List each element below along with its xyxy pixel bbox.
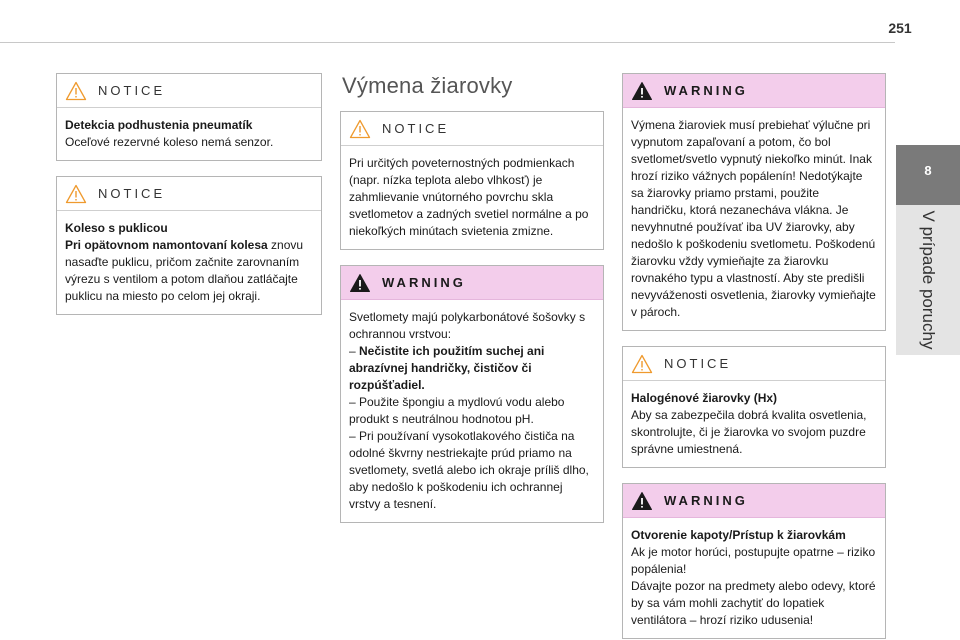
- warning-label: WARNING: [664, 83, 748, 98]
- warning-item: – Pri používaní vysokotlakového čističa na odolné škvrny nestriekajte prúd priamo na svetlomety, svetlá alebo ich okraje príliš dlho, aby nedošlo k poškodeniu ich ochrannej vrstvy a tesnení.: [349, 429, 589, 511]
- notice-header: [57, 177, 321, 211]
- column-left: [56, 73, 322, 330]
- notice-text: Oceľové rezervné koleso nemá senzor.: [65, 135, 274, 149]
- warning-box-polycarbonate: [340, 265, 604, 523]
- notice-label: NOTICE: [664, 356, 732, 371]
- notice-text: Aby sa zabezpečila dobrá kvalita osvetlenia, skontrolujte, či je žiarovka vo svojom puzdre správne umiestnená.: [631, 408, 867, 456]
- notice-body: [57, 108, 321, 160]
- warning-header: [623, 74, 885, 108]
- notice-text: znovu nasaďte puklicu, pričom začnite zarovnaním výrezu s ventilom a potom dlaňou zatláčajte puklicu na miesto po celom jej okraji.: [65, 238, 304, 303]
- notice-text: Pri určitých poveternostných podmienkach (napr. nízka teplota alebo vlhkosť) je zahmlievanie vnútorného povrchu skla svetlometov a zadných svetiel normálne a po niekoľkých minútach svietenia zmizne.: [349, 156, 589, 238]
- notice-box-weather: [340, 111, 604, 250]
- warning-label: WARNING: [382, 275, 466, 290]
- notice-warning-icon: [349, 119, 371, 139]
- notice-lead: Pri opätovnom namontovaní kolesa: [65, 238, 268, 252]
- warning-text: Dávajte pozor na predmety alebo odevy, ktoré by sa vám mohli zachytiť do lopatiek ventilátora – hrozí riziko udusenia!: [631, 579, 876, 627]
- list-dash: –: [349, 344, 360, 358]
- warning-box-bonnet: [622, 483, 886, 639]
- warning-body: [623, 518, 885, 638]
- notice-box-halogen: [622, 346, 886, 468]
- warning-icon: [631, 81, 653, 101]
- page-number: 251: [888, 20, 912, 36]
- notice-label: NOTICE: [98, 186, 166, 201]
- notice-header: [57, 74, 321, 108]
- warning-body: [341, 300, 603, 522]
- notice-body: [623, 381, 885, 467]
- section-title: Výmena žiarovky: [342, 73, 513, 98]
- notice-label: NOTICE: [382, 121, 450, 136]
- notice-box-hubcap: [56, 176, 322, 315]
- chapter-number: 8: [924, 163, 932, 178]
- column-middle: [340, 73, 604, 538]
- warning-header: [623, 484, 885, 518]
- notice-box-tpms: [56, 73, 322, 161]
- notice-header: [623, 347, 885, 381]
- warning-item: [349, 343, 595, 394]
- notice-title: Halogénové žiarovky (Hx): [631, 391, 778, 405]
- warning-item: – Použite špongiu a mydlovú vodu alebo produkt s neutrálnou hodnotou pH.: [349, 395, 565, 426]
- notice-body: [341, 146, 603, 249]
- notice-label: NOTICE: [98, 83, 166, 98]
- warning-body: [623, 108, 885, 330]
- notice-body: [57, 211, 321, 314]
- notice-paragraph: [65, 237, 313, 305]
- notice-warning-icon: [65, 184, 87, 204]
- warning-icon: [631, 491, 653, 511]
- top-divider: [0, 42, 895, 43]
- warning-label: WARNING: [664, 493, 748, 508]
- notice-header: [341, 112, 603, 146]
- warning-box-bulbs: [622, 73, 886, 331]
- chapter-title: V prípade poruchy: [919, 210, 938, 350]
- warning-header: [341, 266, 603, 300]
- warning-intro: Svetlomety majú polykarbonátové šošovky s ochrannou vrstvou:: [349, 310, 586, 341]
- notice-warning-icon: [631, 354, 653, 374]
- notice-warning-icon: [65, 81, 87, 101]
- warning-text: Ak je motor horúci, postupujte opatrne – riziko popálenia!: [631, 545, 876, 576]
- warning-text: Výmena žiaroviek musí prebiehať výlučne pri vypnutom zapaľovaní a potom, čo bol svetlomet/svetlo vypnutý niekoľko minút. Inak hrozí riziko vážnych popálenín! Nedotýkajte sa žiarovky priamo prstami, použite handričku, ktorá nezanecháva vlákna. Je nevyhnutné používať iba UV žiarovky, aby nedošlo k poškodeniu svetlometu. Poškodenú žiarovku vždy vymieňajte za žiarovku rovnakého typu a vlastností. Aby ste predišli nevyváženosti osvetlenia, žiarovky vymieňajte v pároch.: [631, 118, 876, 319]
- warning-item-bold: Nečistite ich použitím suchej ani abrazívnej handričky, čističov či rozpúšťadiel.: [349, 344, 545, 392]
- notice-title: Detekcia podhustenia pneumatík: [65, 118, 253, 132]
- warning-title: Otvorenie kapoty/Prístup k žiarovkám: [631, 528, 846, 542]
- warning-icon: [349, 273, 371, 293]
- notice-title: Koleso s puklicou: [65, 221, 168, 235]
- column-right: [622, 73, 886, 640]
